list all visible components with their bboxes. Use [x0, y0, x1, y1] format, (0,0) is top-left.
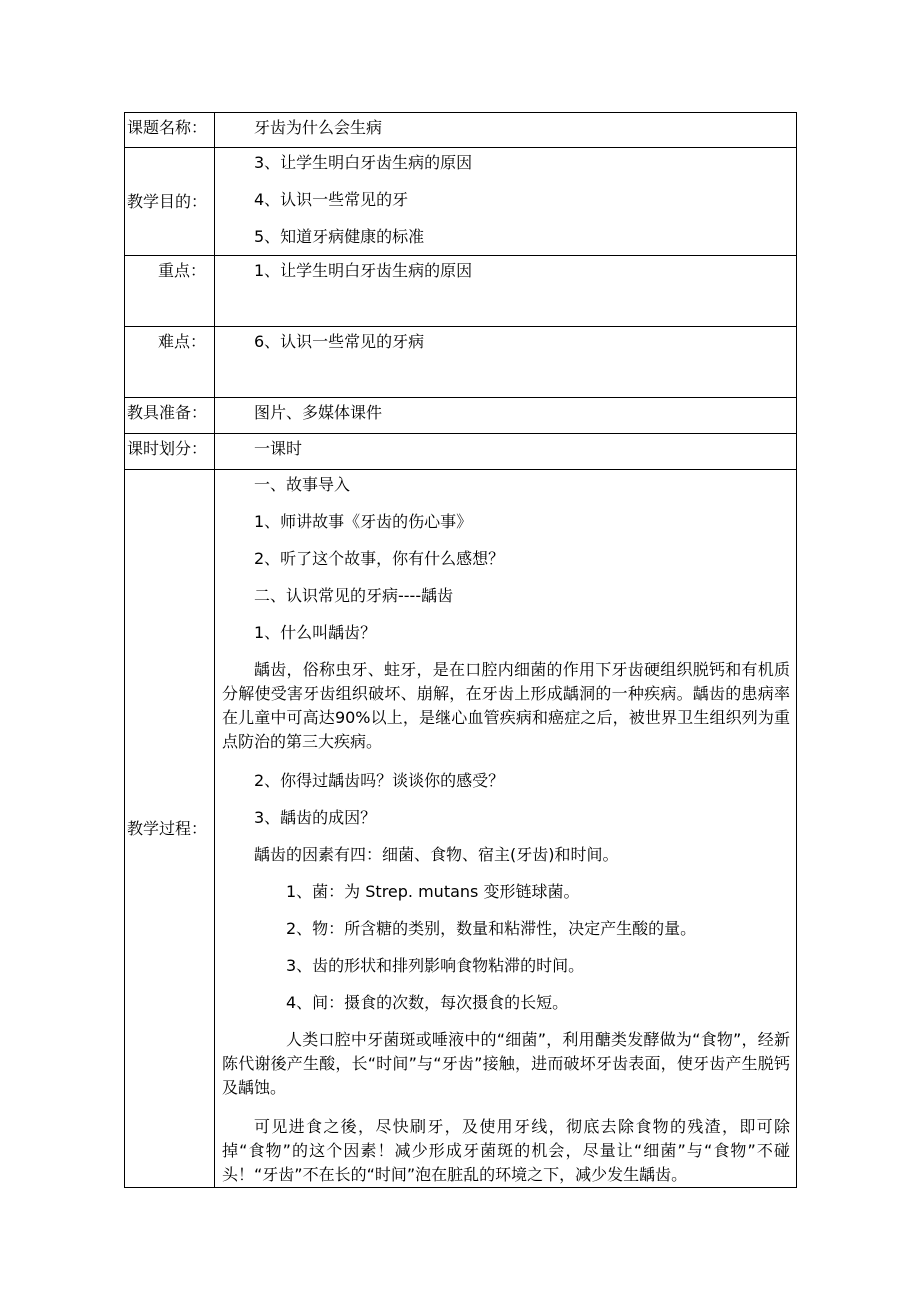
bacteria-paragraph: 人类口腔中牙菌斑或唾液中的“细菌”，利用醣类发酵做为“食物”，经新陈代谢後产生酸，长“时间”与“牙齿”接触，进而破坏牙齿表面，使牙齿产生脱钙及龋蚀。 [222, 1030, 790, 1097]
cell-title-value [215, 113, 797, 148]
process-label: 教学过程： [127, 818, 208, 838]
difficulties-label: 难点： [157, 332, 206, 351]
objective-item: 3、让学生明白牙齿生病的原因 [254, 153, 473, 172]
prevention-paragraph: 可见进食之後，尽快刷牙，及使用牙线，彻底去除食物的残渣，即可除掉“食物”的这个因素！减少形成牙菌斑的机会，尽量让“细菌”与“食物”不碰头！“牙齿”不在长的“时间”泡在脏乱的环境之下，减少发生龋齿。 [222, 1117, 790, 1184]
row-schedule [125, 434, 797, 470]
caries-definition-paragraph: 龋齿，俗称虫牙、蛀牙，是在口腔内细菌的作用下牙齿硬组织脱钙和有机质分解使受害牙齿组织破坏、崩解，在牙齿上形成龋洞的一种疾病。龋齿的患病率在儿童中可高达90%以上，是继心血管疾病和癌症之后，被世界卫生组织列为重点防治的第三大疾病。 [222, 660, 790, 751]
process-line: 3、龋齿的成因？ [254, 808, 377, 827]
row-process [125, 470, 797, 1188]
cell-objectives-label [125, 148, 215, 256]
process-line: 1、师讲故事《牙齿的伤心事》 [254, 512, 473, 531]
cell-objectives-value [215, 148, 797, 256]
cell-schedule-label [125, 434, 215, 470]
cell-difficulties-value [215, 327, 797, 398]
row-difficulties [125, 327, 797, 398]
process-line: 1、什么叫龋齿？ [254, 623, 377, 642]
lesson-plan-table [124, 112, 797, 1188]
factor-item: 2、物：所含糖的类别，数量和粘滞性，决定产生酸的量。 [286, 919, 697, 938]
cell-title-label [125, 113, 215, 148]
schedule-value: 一课时 [254, 439, 303, 458]
title-label: 课题名称： [127, 118, 208, 137]
cell-key-points-value [215, 256, 797, 327]
process-line: 2、你得过龋齿吗？谈谈你的感受？ [254, 771, 505, 790]
process-line: 一、故事导入 [254, 475, 351, 494]
row-objectives [125, 148, 797, 256]
cell-schedule-value [215, 434, 797, 470]
row-title [125, 113, 797, 148]
process-line: 龋齿的因素有四：细菌、食物、宿主(牙齿)和时间。 [254, 845, 619, 864]
process-line: 二、认识常见的牙病----龋齿 [254, 586, 454, 605]
cell-materials-label [125, 398, 215, 434]
objective-item: 4、认识一些常见的牙 [254, 190, 409, 209]
process-line: 2、听了这个故事，你有什么感想？ [254, 549, 505, 568]
row-key-points [125, 256, 797, 327]
cell-key-points-label [125, 256, 215, 327]
schedule-label: 课时划分： [127, 439, 208, 458]
objectives-label: 教学目的： [127, 191, 208, 211]
objective-item: 5、知道牙病健康的标准 [254, 227, 425, 246]
row-materials [125, 398, 797, 434]
materials-label: 教具准备： [127, 403, 208, 422]
difficulties-value: 6、认识一些常见的牙病 [254, 332, 425, 351]
factor-item: 3、齿的形状和排列影响食物粘滞的时间。 [286, 956, 585, 975]
key-points-label: 重点： [157, 261, 206, 280]
factor-item: 4、间：摄食的次数，每次摄食的长短。 [286, 993, 569, 1012]
cell-process-value [215, 470, 797, 1188]
factor-item: 1、菌：为 Strep. mutans 变形链球菌。 [286, 882, 580, 901]
cell-process-label [125, 470, 215, 1188]
cell-materials-value [215, 398, 797, 434]
title-value: 牙齿为什么会生病 [254, 118, 383, 137]
materials-value: 图片、多媒体课件 [254, 403, 383, 422]
key-points-value: 1、让学生明白牙齿生病的原因 [254, 261, 473, 280]
cell-difficulties-label [125, 327, 215, 398]
